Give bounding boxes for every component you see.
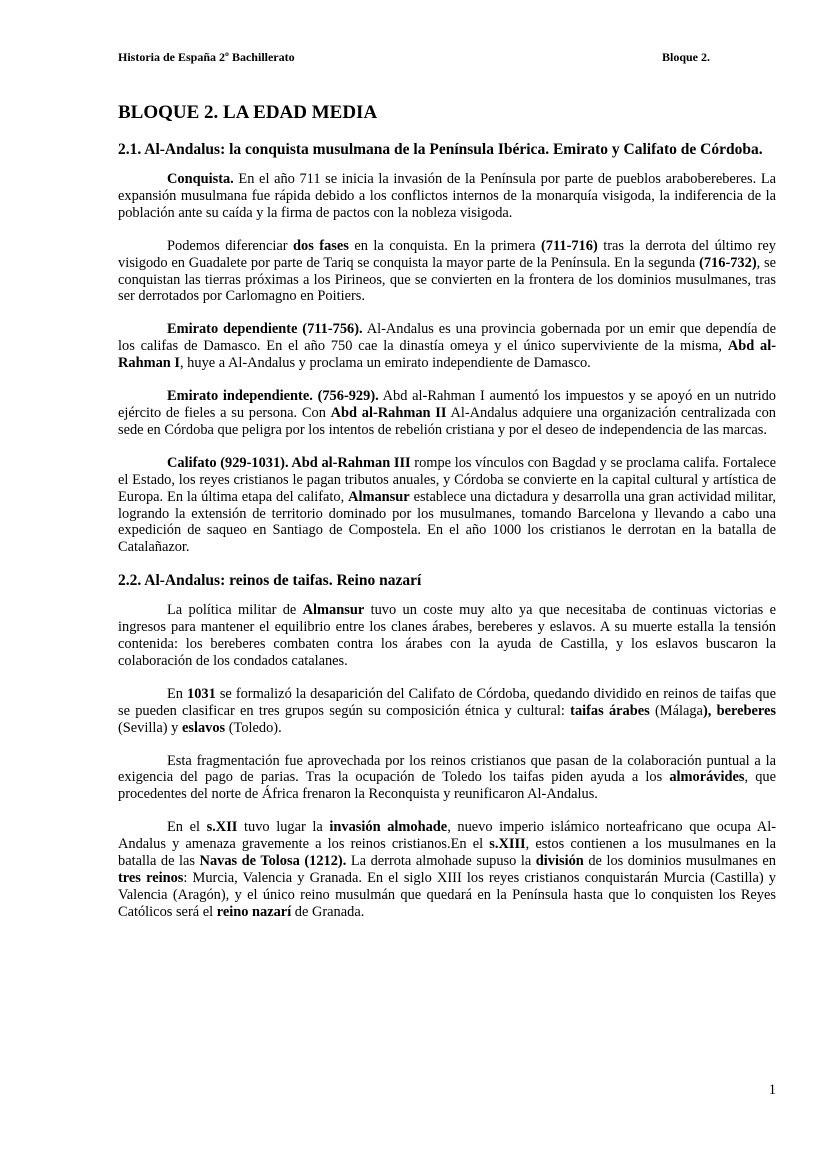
paragraph (118, 819, 776, 920)
bold-text-run: 1031 (187, 685, 216, 702)
bold-text-run: s.XII (206, 819, 238, 836)
text-run: (Toledo). (225, 719, 282, 736)
text-run: La derrota almohade supuso la (346, 853, 536, 870)
paragraph (118, 388, 776, 439)
bold-text-run: eslavos (181, 719, 226, 736)
text-run: tuvo lugar la (237, 819, 330, 836)
document-title: BLOQUE 2. LA EDAD MEDIA (118, 102, 378, 123)
text-run: En el (167, 819, 207, 836)
bold-text-run: invasión almohade (329, 819, 448, 836)
text-run: : Murcia, Valencia y Granada. En el siglo XIII los reyes cristianos conquistarán Murcia (Castilla) y Valencia (Aragón), y el único reino musulmán que quedará en la Península hasta que lo conquisten los Reyes Católicos será el (118, 870, 776, 920)
text-run: se formalizó la desaparición del Califato de Córdoba, quedando dividido en reinos de taifas que se pueden clasificar en tres grupos según su composición étnica y cultural: (118, 685, 776, 719)
section-heading: 2.2. Al-Andalus: reinos de taifas. Reino nazarí (118, 572, 422, 590)
bold-text-run: tres reinos (118, 870, 184, 886)
text-run: , que procedentes del norte de África frenaron la Reconquista y reunificaron Al-Andalus. (118, 769, 776, 803)
text-run: En el año 711 se inicia la invasión de la Península por parte de pueblos arabobereberes. La expansión musulmana fue rápida debido a los conflictos internos de la monarquía visigoda, la indiferencia de la población ante su caída y la firma de pactos con la nobleza visigoda. (118, 171, 776, 221)
text-run: En (167, 685, 188, 702)
bold-text-run: Emirato dependiente (711-756). (167, 321, 363, 338)
paragraph (118, 455, 776, 556)
text-run: Esta fragmentación fue aprovechada por los reinos cristianos que pasan de la colaboración puntual a la exigencia del pago de parias. Tras la ocupación de Toledo los taifas piden ayuda a los (118, 752, 776, 786)
paragraph (118, 321, 776, 372)
paragraph (118, 602, 776, 670)
header-course: Historia de España 2º Bachillerato (118, 50, 295, 64)
text-run: de los dominios musulmanes en (583, 853, 776, 870)
bold-text-run: (716-732) (699, 254, 757, 271)
bold-text-run: Abd al-Rahman I (118, 338, 777, 372)
page-number: 1 (768, 1082, 776, 1098)
page-header (118, 50, 776, 65)
text-run: , nuevo imperio islámico norteafricano que ocupa Al-Andalus y amenaza gravemente a los reinos cristianos.En el (118, 819, 776, 853)
bold-text-run: Emirato independiente. (756-929). (167, 388, 379, 405)
text-run: rompe los vínculos con Bagdad y se proclama califa. Fortalece el Estado, los reyes cristianos le pagan tributos anuales, y Córdoba se convierte en la capital cultural y artística de Europa. En la última etapa del califato, (118, 454, 776, 505)
bold-text-run: (711-716) (540, 237, 598, 254)
paragraph (118, 238, 776, 306)
bold-text-run: Califato (929-1031). Abd al-Rahman III (167, 454, 411, 471)
text-run: , huye a Al-Andalus y proclama un emirato independiente de Damasco. (179, 355, 591, 372)
header-block: Bloque 2. (661, 50, 710, 64)
text-run: Abd al-Rahman I aumentó los impuestos y se apoyó en un nutrido ejército de fieles a su persona. Con (118, 388, 776, 421)
section-heading: 2.1. Al-Andalus: la conquista musulmana de la Península Ibérica. Emirato y Califato de Córdoba. (118, 141, 763, 158)
bold-text-run: división (535, 853, 584, 870)
bold-text-run: ), bereberes (702, 702, 776, 719)
bold-text-run: Almansur (302, 602, 365, 619)
text-run: establece una dictadura y desarrolla una gran actividad militar, logrando la extensión de territorio dominado por los musulmanes, tomando Barcelona y llevando a cabo una expedición de saqueo en Santiago de Compostela. En el año 1000 los cristianos le derrotan en la batalla de Catalañazor. (118, 488, 777, 556)
bold-text-run: Abd al-Rahman II (330, 404, 447, 421)
text-run: de Granada. (291, 903, 365, 920)
bold-text-run: almorávides (669, 769, 745, 786)
bold-text-run: s.XIII (489, 836, 526, 853)
text-run: La política militar de (167, 602, 303, 619)
bold-text-run: reino nazarí (216, 903, 292, 920)
paragraph (118, 171, 776, 222)
bold-text-run: Conquista. (167, 171, 234, 187)
text-run: en la conquista. En la primera (348, 237, 541, 254)
text-run: Al-Andalus adquiere una organización centralizada con sede en Córdoba que peligra por los intentos de rebelión cristiana y por el deseo de independencia de las marcas. (118, 404, 776, 438)
bold-text-run: dos fases (293, 237, 349, 254)
paragraph (118, 753, 776, 804)
text-run: tras la derrota del último rey visigodo en Guadalete por parte de Tariq se conquista la mayor parte de la Península. En la segunda (118, 237, 776, 271)
text-run: (Sevilla) y (118, 719, 182, 736)
text-run: tuvo un coste muy alto ya que necesitaba de continuas victorias e ingresos para mantener el equilibrio entre los clanes árabes, bereberes y eslavos. A su muerte estalla la tensión contenida: los bereberes combaten contra los árabes con la ayuda de Castilla, y los eslavos buscaron la colaboración de los condados catalanes. (118, 602, 776, 669)
text-run: Al-Andalus es una provincia gobernada por un emir que dependía de los califas de Damasco. En el año 750 cae la dinastía omeya y el único superviviente de la misma, (118, 321, 777, 355)
text-run: , estos contienen a los musulmanes en la batalla de las (118, 836, 777, 870)
text-run: , se conquistan las tierras próximas a los Pirineos, que se convierten en la frontera de los dominios musulmanes, tras ser derrotados por Carlomagno en Poitiers. (118, 254, 776, 305)
section-2-1 (118, 141, 776, 556)
text-run: (Málaga (649, 702, 703, 719)
bold-text-run: taifas árabes (570, 702, 650, 719)
bold-text-run: Almansur (348, 488, 410, 505)
bold-text-run: Navas de Tolosa (1212). (199, 853, 347, 870)
text-run: Podemos diferenciar (167, 237, 294, 254)
paragraph (118, 686, 776, 737)
section-2-2 (118, 572, 776, 921)
